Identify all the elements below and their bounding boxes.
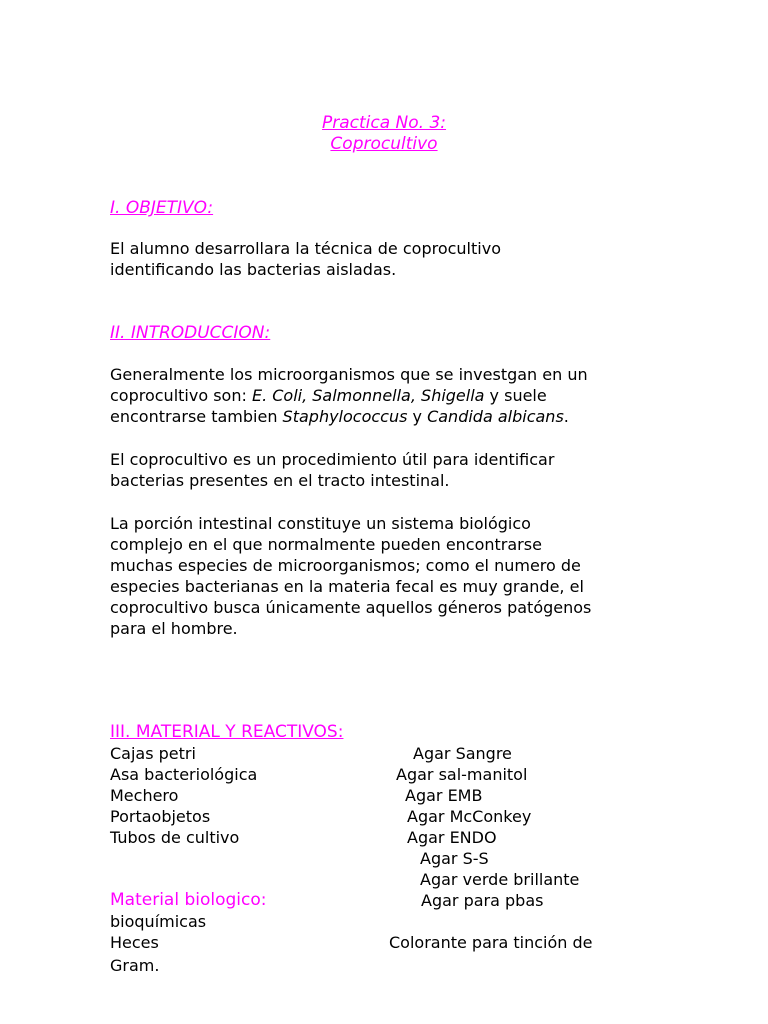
objetivo-text-line2: identificando las bacterias aisladas. [110, 260, 397, 279]
intro-p3-line2: complejo en el que normalmente pueden encontrarse [110, 535, 542, 554]
document-title-line1: Practica No. 3: [321, 113, 447, 133]
material-right-item: Agar Sangre [413, 744, 512, 763]
material-gram: Gram. [110, 956, 160, 975]
material-heading: III. MATERIAL Y REACTIVOS: [110, 722, 344, 742]
intro-p3-line1: La porción intestinal constituye un sistema biológico [110, 514, 531, 533]
intro-p3-line5: coprocultivo busca únicamente aquellos géneros patógenos [110, 598, 592, 617]
intro-p1-line1: Generalmente los microorganismos que se investgan en un [110, 365, 588, 384]
material-left-item: Mechero [110, 786, 179, 805]
intro-p1-line2-post: y suele [484, 386, 547, 405]
material-biologico-heading: Material biologico: [110, 890, 267, 910]
material-right-item: Agar verde brillante [420, 870, 580, 889]
intro-p3-line4: especies bacterianas en la materia fecal es muy grande, el [110, 577, 584, 596]
intro-p3-line6: para el hombre. [110, 619, 238, 638]
document-title-line2: Coprocultivo [330, 134, 438, 154]
material-right-item: Agar para pbas [421, 891, 544, 910]
material-right-item: Agar EMB [405, 786, 483, 805]
intro-p2-line2: bacterias presentes en el tracto intestinal. [110, 471, 450, 490]
material-right-item: Agar S-S [420, 849, 489, 868]
intro-p3-line3: muchas especies de microorganismos; como el numero de [110, 556, 581, 575]
intro-p1-line3 [110, 406, 569, 427]
material-left-item: Cajas petri [110, 744, 196, 763]
material-colorante: Colorante para tinción de [389, 933, 593, 952]
material-right-item: Agar McConkey [407, 807, 532, 826]
intro-p2-line1: El coprocultivo es un procedimiento útil para identificar [110, 450, 555, 469]
material-left-item: Tubos de cultivo [110, 828, 240, 847]
intro-p1-line3-species1: Staphylococcus [282, 407, 408, 426]
introduccion-heading: II. INTRODUCCION: [110, 323, 271, 343]
material-right-item: Agar ENDO [407, 828, 497, 847]
intro-p1-line2-species: E. Coli, Salmonnella, Shigella [251, 386, 485, 405]
material-heces: Heces [110, 933, 159, 952]
objetivo-heading: I. OBJETIVO: [110, 198, 214, 218]
material-left-item: Portaobjetos [110, 807, 211, 826]
intro-p1-line3-pre: encontrarse tambien [110, 407, 283, 426]
intro-p1-line2-pre: coprocultivo son: [110, 386, 252, 405]
objetivo-text-line1: El alumno desarrollara la técnica de coprocultivo [110, 239, 501, 258]
intro-p1-line3-species2: Candida albicans [427, 407, 564, 426]
material-bioquimicas: bioquímicas [110, 912, 207, 931]
intro-p1-line3-post: . [563, 407, 569, 426]
material-right-item: Agar sal-manitol [396, 765, 528, 784]
intro-p1-line2 [110, 385, 547, 406]
material-left-item: Asa bacteriológica [110, 765, 258, 784]
intro-p1-line3-mid: y [407, 407, 428, 426]
